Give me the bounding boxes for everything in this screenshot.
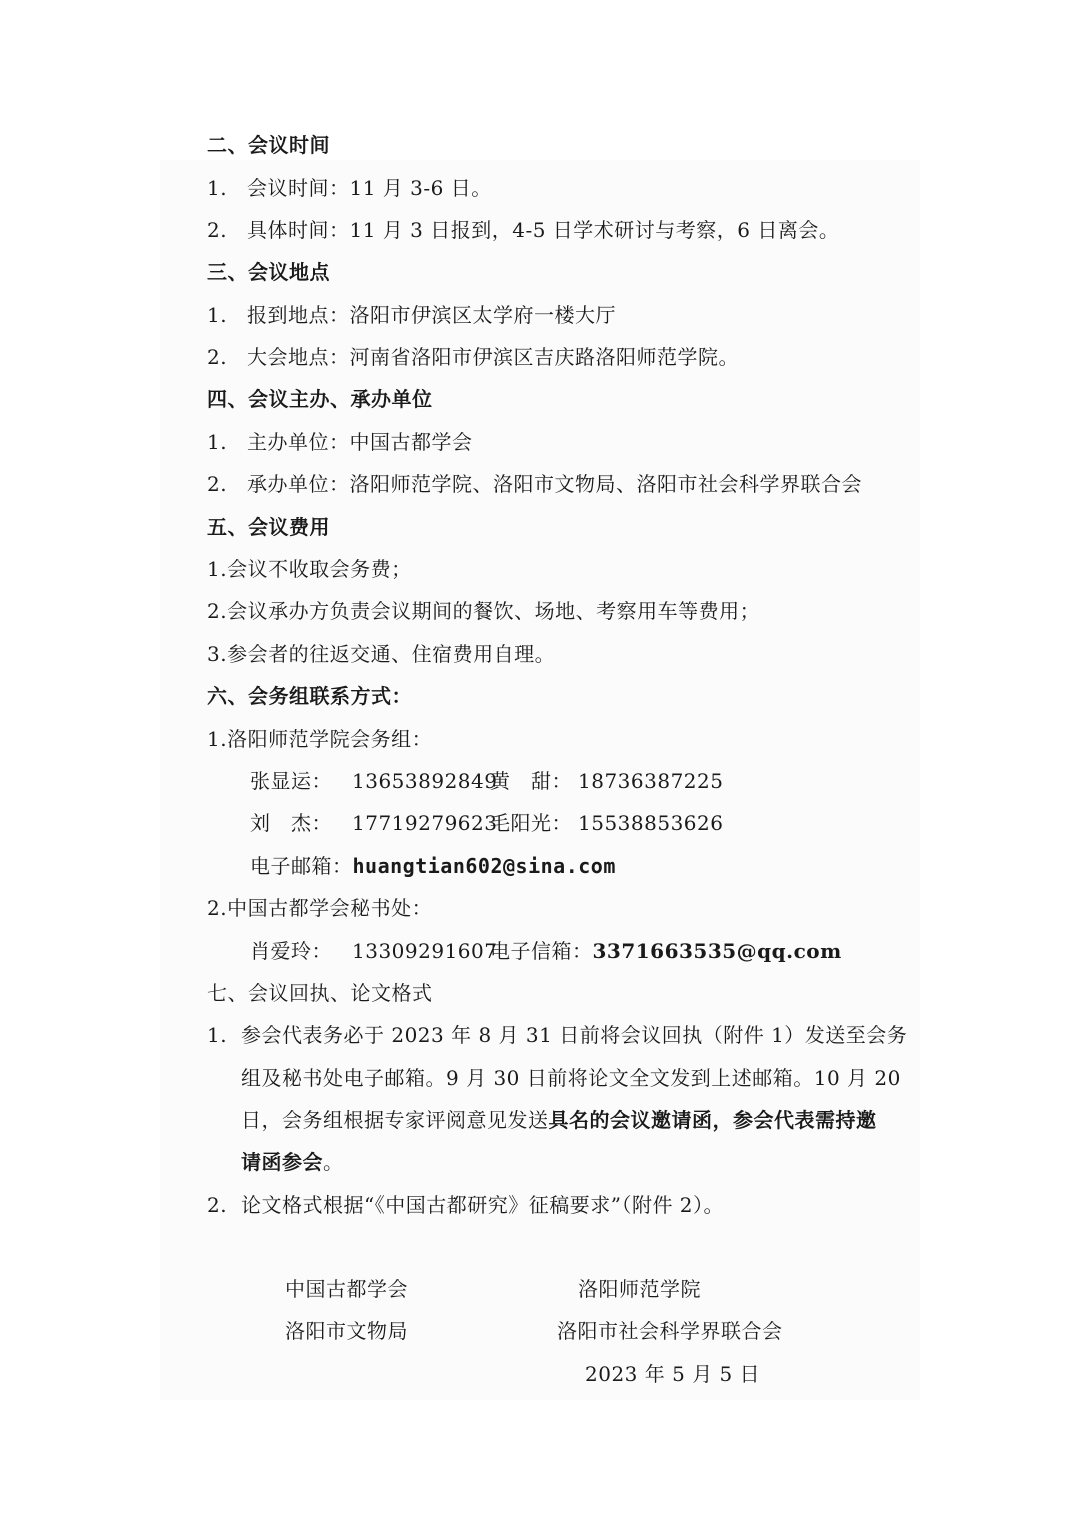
contact-group-2-title: 2.中国古都学会秘书处：: [207, 896, 433, 920]
time-item-1: [207, 175, 492, 201]
venue-item-2: [207, 344, 739, 370]
contact-row-3: [250, 938, 497, 964]
item-text: 报到地点：洛阳市伊滨区太学府一楼大厅: [247, 303, 616, 327]
signature-org-4: 洛阳市社会科学界联合会: [557, 1319, 783, 1343]
item-text-bold: 请函参会: [241, 1150, 323, 1174]
contact-email-row-2: [490, 938, 842, 964]
item-text: 论文格式根据“《中国古都研究》征稿要求”（附件 2）。: [241, 1193, 725, 1217]
fees-item-3: 3.参会者的往返交通、住宿费用自理。: [207, 642, 556, 666]
item-number: 1.: [207, 430, 228, 454]
section-heading-fees: 五、会议费用: [207, 515, 330, 539]
signature-org-1: 中国古都学会: [285, 1277, 408, 1301]
contact-email-row-1: [250, 853, 616, 879]
email-label: 电子信箱：: [490, 939, 593, 963]
contact-phone[interactable]: 13653892849: [352, 769, 498, 793]
signature-org-2: 洛阳师范学院: [578, 1277, 701, 1301]
contact-name: 刘 杰：: [250, 811, 332, 835]
item-number: 2.: [207, 218, 228, 242]
item-text: 。: [323, 1150, 344, 1174]
fees-item-1: 1.会议不收取会务费；: [207, 557, 412, 581]
signature-org-3: 洛阳市文物局: [285, 1319, 408, 1343]
receipt-item-1-line-1: [207, 1022, 907, 1048]
receipt-item-1-line-2: 组及秘书处电子邮箱。9 月 30 日前将论文全文发到上述邮箱。10 月 20: [241, 1066, 901, 1090]
item-text: 承办单位：洛阳师范学院、洛阳市文物局、洛阳市社会科学界联合会: [247, 472, 862, 496]
item-number: 1.: [207, 303, 228, 327]
contact-row-1b: [490, 768, 723, 794]
contact-row-1: [250, 768, 497, 794]
item-text: 主办单位：中国古都学会: [247, 430, 473, 454]
item-text: 会议时间：11 月 3-6 日。: [247, 176, 492, 200]
contact-phone[interactable]: 17719279623: [352, 811, 498, 835]
contact-phone[interactable]: 18736387225: [578, 769, 724, 793]
organizers-item-2: [207, 471, 862, 497]
item-text: 具体时间：11 月 3 日报到，4-5 日学术研讨与考察，6 日离会。: [247, 218, 840, 242]
item-text: 日，会务组根据专家评阅意见发送: [241, 1108, 549, 1132]
fees-item-2: 2.会议承办方负责会议期间的餐饮、场地、考察用车等费用；: [207, 599, 761, 623]
contact-name: 肖爱玲：: [250, 939, 332, 963]
item-text: 参会代表务必于 2023 年 8 月 31 日前将会议回执（附件 1）发送至会务: [241, 1023, 908, 1047]
contact-row-2b: [490, 810, 723, 836]
contact-phone[interactable]: 13309291607: [352, 939, 498, 963]
signature-date: 2023 年 5 月 5 日: [585, 1362, 761, 1386]
item-text: 大会地点：河南省洛阳市伊滨区吉庆路洛阳师范学院。: [247, 345, 739, 369]
contact-row-2: [250, 810, 497, 836]
receipt-item-1-line-3: [241, 1107, 877, 1133]
venue-item-1: [207, 302, 616, 328]
time-item-2: [207, 217, 839, 243]
section-heading-organizers: 四、会议主办、承办单位: [207, 387, 433, 411]
contact-phone[interactable]: 15538853626: [578, 811, 724, 835]
section-heading-time: 二、会议时间: [207, 133, 330, 157]
receipt-item-2: [207, 1192, 724, 1218]
item-number: 1.: [207, 176, 228, 200]
item-number: 2.: [207, 472, 228, 496]
email-link[interactable]: huangtian602@sina.com: [352, 854, 616, 878]
contact-name: 黄 甜：: [490, 769, 572, 793]
item-number: 1.: [207, 1023, 228, 1047]
organizers-item-1: [207, 429, 473, 455]
contact-name: 张显运：: [250, 769, 332, 793]
email-label: 电子邮箱：: [250, 854, 353, 878]
section-heading-receipt: 七、会议回执、论文格式: [207, 981, 433, 1005]
contact-group-1-title: 1.洛阳师范学院会务组：: [207, 727, 433, 751]
item-text-bold: 具名的会议邀请函，参会代表需持邀: [548, 1108, 877, 1132]
email-link[interactable]: 3371663535@qq.com: [592, 939, 842, 963]
receipt-item-1-line-4: [241, 1149, 344, 1175]
contact-name: 毛阳光：: [490, 811, 572, 835]
item-number: 2.: [207, 1193, 228, 1217]
section-heading-venue: 三、会议地点: [207, 260, 330, 284]
section-heading-contact: 六、会务组联系方式：: [207, 684, 412, 708]
item-number: 2.: [207, 345, 228, 369]
